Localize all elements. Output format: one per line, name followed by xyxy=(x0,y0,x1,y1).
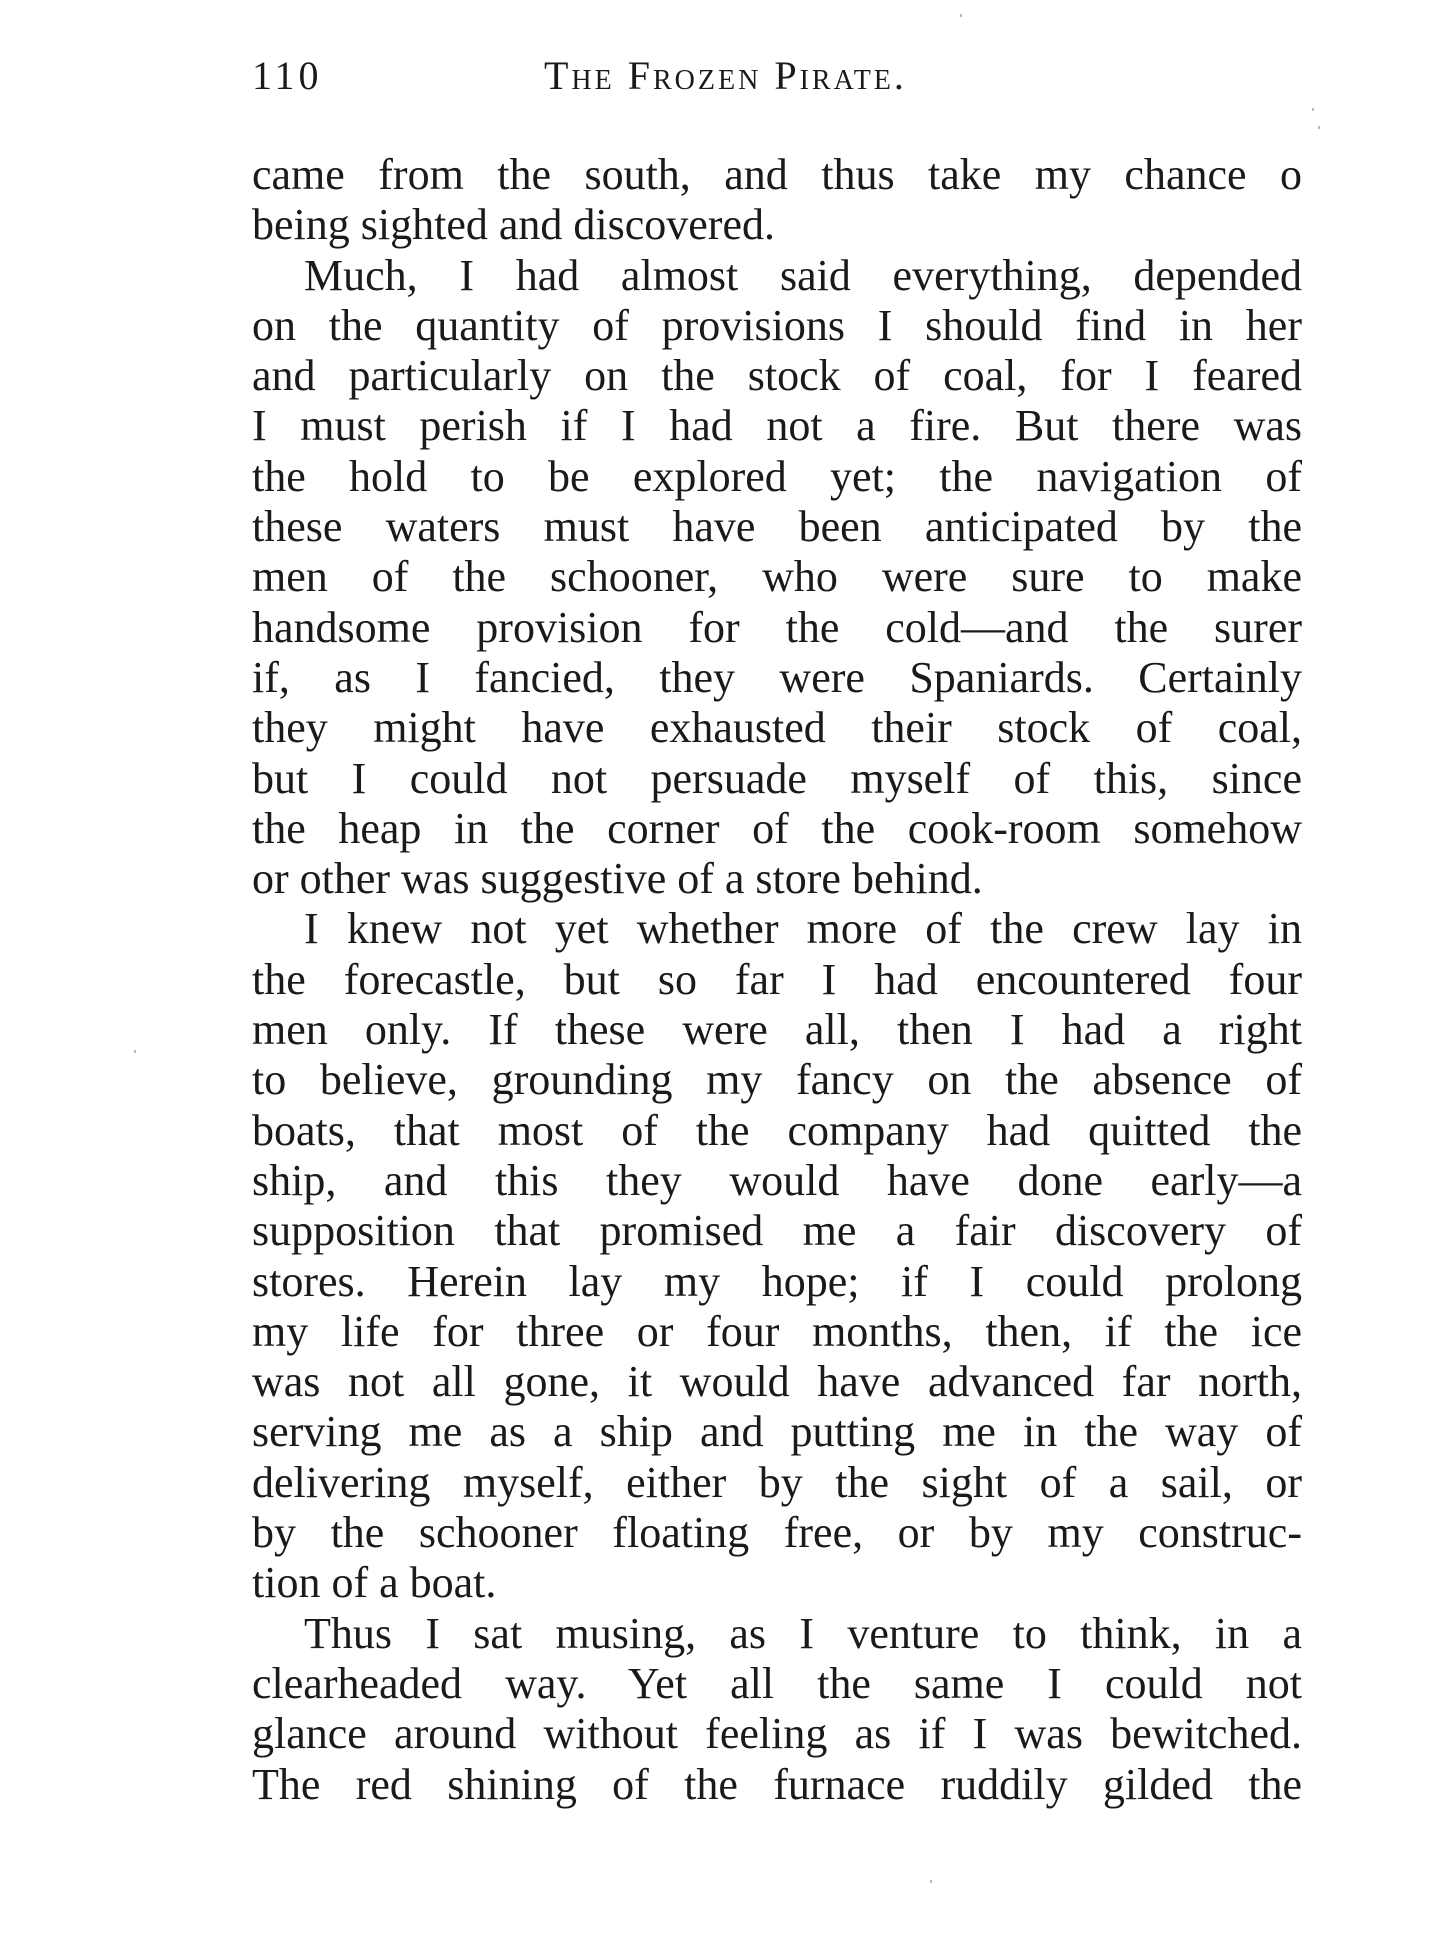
text-line: boats, that most of the company had quitted the xyxy=(252,1105,1302,1155)
text-line: but I could not persuade myself of this, since xyxy=(252,753,1302,803)
text-line: The red shining of the furnace ruddily gilded the xyxy=(252,1759,1302,1809)
text-line: handsome provision for the cold—and the surer xyxy=(252,602,1302,652)
text-line: was not all gone, it would have advanced far north, xyxy=(252,1357,1302,1407)
text-line: came from the south, and thus take my chance o xyxy=(252,150,1302,199)
text-line: being sighted and discovered. xyxy=(252,200,775,250)
scan-speck xyxy=(1318,126,1320,129)
text-line: or other was suggestive of a store behind. xyxy=(252,854,983,904)
text-line: my life for three or four months, then, if the ice xyxy=(252,1306,1302,1356)
text-line: these waters must have been anticipated by the xyxy=(252,502,1302,552)
scan-speck xyxy=(960,14,962,17)
text-line: by the schooner floating free, or by my construc- xyxy=(252,1508,1302,1558)
text-line: serving me as a ship and putting me in the way of xyxy=(252,1407,1302,1457)
text-line: stores. Herein lay my hope; if I could prolong xyxy=(252,1256,1302,1306)
text-line: I knew not yet whether more of the crew lay in xyxy=(304,904,1302,954)
running-title: The Frozen Pirate. xyxy=(544,53,907,98)
scan-speck xyxy=(1312,108,1314,111)
body-text xyxy=(252,150,1302,1810)
text-line: delivering myself, either by the sight of a sail, or xyxy=(252,1457,1302,1507)
text-line: I must perish if I had not a fire. But there was xyxy=(252,401,1302,451)
text-line: the forecastle, but so far I had encountered four xyxy=(252,954,1302,1004)
text-line: tion of a boat. xyxy=(252,1558,497,1608)
text-line: they might have exhausted their stock of coal, xyxy=(252,703,1302,753)
text-line: clearheaded way. Yet all the same I could not xyxy=(252,1658,1302,1708)
text-line: if, as I fancied, they were Spaniards. Certainly xyxy=(252,652,1302,702)
text-line: ship, and this they would have done early—a xyxy=(252,1155,1302,1205)
text-line: glance around without feeling as if I was bewitched. xyxy=(252,1709,1302,1759)
text-line: Thus I sat musing, as I venture to think, in a xyxy=(304,1608,1302,1658)
page-number: 110 xyxy=(252,53,323,98)
scan-speck xyxy=(134,1050,136,1053)
text-line: to believe, grounding my fancy on the absence of xyxy=(252,1055,1302,1105)
text-line: the hold to be explored yet; the navigation of xyxy=(252,451,1302,501)
page-header xyxy=(252,52,1302,112)
text-line: on the quantity of provisions I should find in her xyxy=(252,300,1302,350)
text-line: the heap in the corner of the cook-room somehow xyxy=(252,803,1302,853)
text-line: men of the schooner, who were sure to make xyxy=(252,552,1302,602)
scan-speck xyxy=(930,1880,932,1883)
text-line: men only. If these were all, then I had a right xyxy=(252,1005,1302,1055)
text-line: supposition that promised me a fair discovery of xyxy=(252,1206,1302,1256)
text-line: and particularly on the stock of coal, for I feared xyxy=(252,351,1302,401)
text-line: Much, I had almost said everything, depended xyxy=(304,250,1302,300)
